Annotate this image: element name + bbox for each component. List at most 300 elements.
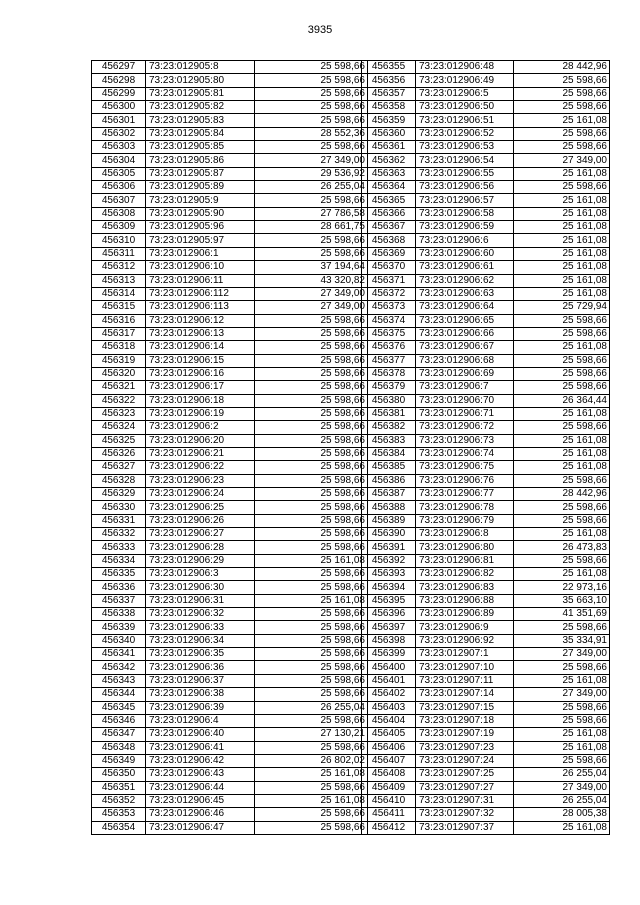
cadastral-number-cell: 73:23:012906:73 (416, 434, 514, 447)
table-row (92, 674, 368, 687)
cadastral-number-cell: 73:23:012906:21 (146, 447, 255, 460)
amount-cell: 27 786,58 (255, 207, 368, 220)
amount-cell: 25 598,66 (255, 114, 368, 127)
table-row (92, 234, 368, 247)
record-number-cell: 456395 (362, 594, 416, 607)
table-row (92, 461, 368, 474)
record-number-cell: 456394 (362, 581, 416, 594)
amount-cell: 25 161,08 (514, 434, 610, 447)
table-row (92, 381, 368, 394)
cadastral-number-cell: 73:23:012906:31 (146, 594, 255, 607)
record-number-cell: 456303 (92, 141, 146, 154)
amount-cell: 25 598,66 (255, 447, 368, 460)
amount-cell: 25 161,08 (255, 554, 368, 567)
cadastral-number-cell: 73:23:012906:16 (146, 367, 255, 380)
record-number-cell: 456331 (92, 514, 146, 527)
cadastral-number-cell: 73:23:012906:49 (416, 74, 514, 87)
table-row (362, 781, 610, 794)
table-row (92, 221, 368, 234)
record-number-cell: 456344 (92, 688, 146, 701)
record-number-cell: 456346 (92, 714, 146, 727)
table-row (92, 728, 368, 741)
amount-cell: 26 802,02 (255, 754, 368, 767)
record-number-cell: 456349 (92, 754, 146, 767)
table-row (92, 621, 368, 634)
record-number-cell: 456373 (362, 301, 416, 314)
cadastral-number-cell: 73:23:012906:42 (146, 754, 255, 767)
amount-cell: 25 161,08 (514, 261, 610, 274)
table-row (92, 114, 368, 127)
table-row (92, 421, 368, 434)
table-row (362, 741, 610, 754)
amount-cell: 25 598,66 (255, 541, 368, 554)
amount-cell: 25 598,66 (514, 141, 610, 154)
cadastral-number-cell: 73:23:012907:23 (416, 741, 514, 754)
amount-cell: 26 364,44 (514, 394, 610, 407)
record-number-cell: 456379 (362, 381, 416, 394)
amount-cell: 25 598,66 (255, 194, 368, 207)
record-number-cell: 456363 (362, 167, 416, 180)
record-number-cell: 456401 (362, 674, 416, 687)
table-row (362, 141, 610, 154)
record-number-cell: 456353 (92, 808, 146, 821)
table-row (92, 554, 368, 567)
record-number-cell: 456408 (362, 768, 416, 781)
cadastral-number-cell: 73:23:012906:58 (416, 207, 514, 220)
table-row (362, 581, 610, 594)
record-number-cell: 456412 (362, 821, 416, 834)
record-number-cell: 456350 (92, 768, 146, 781)
amount-cell: 25 161,08 (514, 247, 610, 260)
record-number-cell: 456386 (362, 474, 416, 487)
cadastral-number-cell: 73:23:012905:87 (146, 167, 255, 180)
amount-cell: 27 349,00 (514, 154, 610, 167)
table-row (362, 247, 610, 260)
amount-cell: 25 598,66 (255, 688, 368, 701)
record-number-cell: 456356 (362, 74, 416, 87)
amount-cell: 25 598,66 (255, 648, 368, 661)
amount-cell: 22 973,16 (514, 581, 610, 594)
table-row (92, 434, 368, 447)
cadastral-number-cell: 73:23:012905:80 (146, 74, 255, 87)
cadastral-number-cell: 73:23:012906:33 (146, 621, 255, 634)
cadastral-number-cell: 73:23:012907:15 (416, 701, 514, 714)
table-row (92, 701, 368, 714)
record-number-cell: 456355 (362, 61, 416, 74)
amount-cell: 25 598,66 (255, 61, 368, 74)
table-row (362, 768, 610, 781)
amount-cell: 25 161,08 (255, 768, 368, 781)
table-row (362, 808, 610, 821)
table-row (92, 141, 368, 154)
cadastral-number-cell: 73:23:012906:29 (146, 554, 255, 567)
amount-cell: 28 442,96 (514, 488, 610, 501)
table-row (92, 634, 368, 647)
record-number-cell: 456326 (92, 447, 146, 460)
table-row (92, 274, 368, 287)
table-row (362, 301, 610, 314)
table-row (362, 114, 610, 127)
cadastral-number-cell: 73:23:012906:3 (146, 568, 255, 581)
record-number-cell: 456399 (362, 648, 416, 661)
table-row (362, 421, 610, 434)
record-number-cell: 456304 (92, 154, 146, 167)
data-table-right (361, 60, 610, 835)
amount-cell: 25 598,66 (255, 354, 368, 367)
cadastral-number-cell: 73:23:012906:55 (416, 167, 514, 180)
table-row (362, 314, 610, 327)
cadastral-number-cell: 73:23:012906:43 (146, 768, 255, 781)
amount-cell: 25 598,66 (514, 714, 610, 727)
record-number-cell: 456322 (92, 394, 146, 407)
record-number-cell: 456335 (92, 568, 146, 581)
table-row (362, 61, 610, 74)
cadastral-number-cell: 73:23:012906:82 (416, 568, 514, 581)
record-number-cell: 456339 (92, 621, 146, 634)
cadastral-number-cell: 73:23:012906:113 (146, 301, 255, 314)
table-row (92, 394, 368, 407)
record-number-cell: 456342 (92, 661, 146, 674)
record-number-cell: 456352 (92, 794, 146, 807)
cadastral-number-cell: 73:23:012906:88 (416, 594, 514, 607)
table-row (362, 234, 610, 247)
amount-cell: 25 598,66 (514, 701, 610, 714)
cadastral-number-cell: 73:23:012907:1 (416, 648, 514, 661)
cadastral-number-cell: 73:23:012906:39 (146, 701, 255, 714)
amount-cell: 25 598,66 (255, 421, 368, 434)
amount-cell: 26 473,83 (514, 541, 610, 554)
amount-cell: 25 598,66 (514, 421, 610, 434)
record-number-cell: 456343 (92, 674, 146, 687)
amount-cell: 25 161,08 (514, 741, 610, 754)
amount-cell: 25 598,66 (514, 474, 610, 487)
amount-cell: 25 161,08 (255, 794, 368, 807)
amount-cell: 25 598,66 (255, 608, 368, 621)
record-number-cell: 456359 (362, 114, 416, 127)
table-row (92, 407, 368, 420)
cadastral-number-cell: 73:23:012907:24 (416, 754, 514, 767)
amount-cell: 25 598,66 (514, 74, 610, 87)
record-number-cell: 456319 (92, 354, 146, 367)
cadastral-number-cell: 73:23:012906:5 (416, 87, 514, 100)
table-row (92, 528, 368, 541)
table-row (92, 568, 368, 581)
table-row (92, 194, 368, 207)
cadastral-number-cell: 73:23:012906:66 (416, 327, 514, 340)
amount-cell: 25 161,08 (514, 274, 610, 287)
record-number-cell: 456302 (92, 127, 146, 140)
cadastral-number-cell: 73:23:012906:12 (146, 314, 255, 327)
amount-cell: 25 161,08 (514, 528, 610, 541)
record-number-cell: 456378 (362, 367, 416, 380)
record-number-cell: 456308 (92, 207, 146, 220)
record-number-cell: 456328 (92, 474, 146, 487)
cadastral-number-cell: 73:23:012906:83 (416, 581, 514, 594)
table-row (92, 61, 368, 74)
amount-cell: 25 598,66 (255, 341, 368, 354)
amount-cell: 25 598,66 (255, 501, 368, 514)
table-row (362, 194, 610, 207)
amount-cell: 25 598,66 (255, 714, 368, 727)
cadastral-number-cell: 73:23:012906:63 (416, 287, 514, 300)
table-row (92, 488, 368, 501)
record-number-cell: 456376 (362, 341, 416, 354)
cadastral-number-cell: 73:23:012906:54 (416, 154, 514, 167)
record-number-cell: 456362 (362, 154, 416, 167)
record-number-cell: 456368 (362, 234, 416, 247)
cadastral-number-cell: 73:23:012905:82 (146, 101, 255, 114)
record-number-cell: 456340 (92, 634, 146, 647)
record-number-cell: 456383 (362, 434, 416, 447)
table-row (92, 594, 368, 607)
record-number-cell: 456347 (92, 728, 146, 741)
table-row (92, 167, 368, 180)
amount-cell: 25 598,66 (255, 741, 368, 754)
record-number-cell: 456377 (362, 354, 416, 367)
record-number-cell: 456403 (362, 701, 416, 714)
cadastral-number-cell: 73:23:012906:57 (416, 194, 514, 207)
table-row (362, 434, 610, 447)
amount-cell: 27 349,00 (514, 648, 610, 661)
table-row (362, 501, 610, 514)
table-row (92, 741, 368, 754)
record-number-cell: 456324 (92, 421, 146, 434)
cadastral-number-cell: 73:23:012906:27 (146, 528, 255, 541)
amount-cell: 25 598,66 (255, 488, 368, 501)
table-row (362, 754, 610, 767)
cadastral-number-cell: 73:23:012906:28 (146, 541, 255, 554)
cadastral-number-cell: 73:23:012906:80 (416, 541, 514, 554)
cadastral-number-cell: 73:23:012906:1 (146, 247, 255, 260)
table-row (92, 514, 368, 527)
cadastral-number-cell: 73:23:012906:30 (146, 581, 255, 594)
record-number-cell: 456312 (92, 261, 146, 274)
amount-cell: 25 729,94 (514, 301, 610, 314)
amount-cell: 25 598,66 (255, 581, 368, 594)
table-row (362, 488, 610, 501)
amount-cell: 25 598,66 (255, 514, 368, 527)
cadastral-number-cell: 73:23:012906:61 (416, 261, 514, 274)
record-number-cell: 456300 (92, 101, 146, 114)
amount-cell: 28 661,75 (255, 221, 368, 234)
table-row (362, 728, 610, 741)
cadastral-number-cell: 73:23:012906:78 (416, 501, 514, 514)
table-row (92, 821, 368, 834)
amount-cell: 25 598,66 (514, 554, 610, 567)
table-row (362, 674, 610, 687)
amount-cell: 25 161,08 (514, 207, 610, 220)
amount-cell: 25 598,66 (255, 674, 368, 687)
cadastral-number-cell: 73:23:012906:77 (416, 488, 514, 501)
cadastral-number-cell: 73:23:012906:48 (416, 61, 514, 74)
amount-cell: 25 598,66 (255, 821, 368, 834)
record-number-cell: 456407 (362, 754, 416, 767)
record-number-cell: 456329 (92, 488, 146, 501)
record-number-cell: 456387 (362, 488, 416, 501)
table-row (92, 781, 368, 794)
amount-cell: 35 663,10 (514, 594, 610, 607)
cadastral-number-cell: 73:23:012906:34 (146, 634, 255, 647)
table-row (92, 714, 368, 727)
amount-cell: 25 161,08 (255, 594, 368, 607)
table-row (362, 354, 610, 367)
record-number-cell: 456369 (362, 247, 416, 260)
table-row (92, 87, 368, 100)
table-row (92, 247, 368, 260)
record-number-cell: 456351 (92, 781, 146, 794)
cadastral-number-cell: 73:23:012906:44 (146, 781, 255, 794)
table-row (362, 287, 610, 300)
table-row (362, 207, 610, 220)
cadastral-number-cell: 73:23:012906:18 (146, 394, 255, 407)
record-number-cell: 456316 (92, 314, 146, 327)
record-number-cell: 456384 (362, 447, 416, 460)
cadastral-number-cell: 73:23:012906:45 (146, 794, 255, 807)
record-number-cell: 456411 (362, 808, 416, 821)
record-number-cell: 456390 (362, 528, 416, 541)
table-row (92, 661, 368, 674)
amount-cell: 25 161,08 (514, 447, 610, 460)
cadastral-number-cell: 73:23:012906:24 (146, 488, 255, 501)
table-row (92, 754, 368, 767)
amount-cell: 26 255,04 (514, 794, 610, 807)
cadastral-number-cell: 73:23:012906:79 (416, 514, 514, 527)
record-number-cell: 456375 (362, 327, 416, 340)
table-row (362, 327, 610, 340)
record-number-cell: 456365 (362, 194, 416, 207)
amount-cell: 25 598,66 (255, 101, 368, 114)
record-number-cell: 456361 (362, 141, 416, 154)
table-row (362, 714, 610, 727)
record-number-cell: 456406 (362, 741, 416, 754)
cadastral-number-cell: 73:23:012906:89 (416, 608, 514, 621)
amount-cell: 25 598,66 (255, 87, 368, 100)
record-number-cell: 456385 (362, 461, 416, 474)
cadastral-number-cell: 73:23:012906:76 (416, 474, 514, 487)
cadastral-number-cell: 73:23:012905:83 (146, 114, 255, 127)
cadastral-number-cell: 73:23:012906:19 (146, 407, 255, 420)
cadastral-number-cell: 73:23:012906:68 (416, 354, 514, 367)
amount-cell: 25 598,66 (255, 781, 368, 794)
cadastral-number-cell: 73:23:012906:75 (416, 461, 514, 474)
record-number-cell: 456317 (92, 327, 146, 340)
amount-cell: 25 598,66 (255, 367, 368, 380)
amount-cell: 25 598,66 (514, 661, 610, 674)
record-number-cell: 456311 (92, 247, 146, 260)
amount-cell: 25 598,66 (255, 327, 368, 340)
table-row (362, 688, 610, 701)
cadastral-number-cell: 73:23:012907:14 (416, 688, 514, 701)
record-number-cell: 456391 (362, 541, 416, 554)
cadastral-number-cell: 73:23:012905:81 (146, 87, 255, 100)
cadastral-number-cell: 73:23:012905:84 (146, 127, 255, 140)
table-row (92, 648, 368, 661)
table-row (362, 74, 610, 87)
amount-cell: 25 598,66 (514, 354, 610, 367)
record-number-cell: 456345 (92, 701, 146, 714)
amount-cell: 25 598,66 (255, 528, 368, 541)
table-row (362, 407, 610, 420)
table-row (362, 394, 610, 407)
table-row (362, 474, 610, 487)
table-row (362, 274, 610, 287)
table-row (362, 634, 610, 647)
amount-cell: 26 255,04 (514, 768, 610, 781)
cadastral-number-cell: 73:23:012906:11 (146, 274, 255, 287)
table-row (92, 608, 368, 621)
record-number-cell: 456313 (92, 274, 146, 287)
record-number-cell: 456325 (92, 434, 146, 447)
amount-cell: 25 598,66 (514, 501, 610, 514)
record-number-cell: 456372 (362, 287, 416, 300)
table-row (362, 608, 610, 621)
record-number-cell: 456315 (92, 301, 146, 314)
amount-cell: 25 598,66 (514, 101, 610, 114)
cadastral-number-cell: 73:23:012906:47 (146, 821, 255, 834)
cadastral-number-cell: 73:23:012905:9 (146, 194, 255, 207)
cadastral-number-cell: 73:23:012906:71 (416, 407, 514, 420)
cadastral-number-cell: 73:23:012905:86 (146, 154, 255, 167)
table-row (92, 367, 368, 380)
amount-cell: 27 349,00 (514, 781, 610, 794)
table-row (92, 581, 368, 594)
record-number-cell: 456338 (92, 608, 146, 621)
table-row (362, 594, 610, 607)
cadastral-number-cell: 73:23:012907:11 (416, 674, 514, 687)
table-row (362, 554, 610, 567)
cadastral-number-cell: 73:23:012906:15 (146, 354, 255, 367)
amount-cell: 25 598,66 (514, 314, 610, 327)
record-number-cell: 456380 (362, 394, 416, 407)
cadastral-number-cell: 73:23:012906:13 (146, 327, 255, 340)
record-number-cell: 456382 (362, 421, 416, 434)
table-row (92, 261, 368, 274)
amount-cell: 25 598,66 (514, 127, 610, 140)
record-number-cell: 456393 (362, 568, 416, 581)
cadastral-number-cell: 73:23:012906:10 (146, 261, 255, 274)
cadastral-number-cell: 73:23:012906:32 (146, 608, 255, 621)
cadastral-number-cell: 73:23:012906:2 (146, 421, 255, 434)
cadastral-number-cell: 73:23:012906:81 (416, 554, 514, 567)
cadastral-number-cell: 73:23:012906:17 (146, 381, 255, 394)
table-row (362, 621, 610, 634)
amount-cell: 25 161,08 (514, 674, 610, 687)
record-number-cell: 456348 (92, 741, 146, 754)
record-number-cell: 456392 (362, 554, 416, 567)
amount-cell: 27 349,00 (255, 287, 368, 300)
amount-cell: 25 598,66 (255, 234, 368, 247)
record-number-cell: 456333 (92, 541, 146, 554)
cadastral-number-cell: 73:23:012906:7 (416, 381, 514, 394)
amount-cell: 25 598,66 (255, 568, 368, 581)
record-number-cell: 456397 (362, 621, 416, 634)
amount-cell: 25 598,66 (514, 367, 610, 380)
table-row (92, 207, 368, 220)
record-number-cell: 456334 (92, 554, 146, 567)
record-number-cell: 456388 (362, 501, 416, 514)
cadastral-number-cell: 73:23:012905:97 (146, 234, 255, 247)
cadastral-number-cell: 73:23:012906:112 (146, 287, 255, 300)
cadastral-number-cell: 73:23:012905:89 (146, 181, 255, 194)
amount-cell: 28 005,38 (514, 808, 610, 821)
amount-cell: 25 598,66 (255, 434, 368, 447)
record-number-cell: 456367 (362, 221, 416, 234)
cadastral-number-cell: 73:23:012906:8 (416, 528, 514, 541)
cadastral-number-cell: 73:23:012906:9 (416, 621, 514, 634)
cadastral-number-cell: 73:23:012906:70 (416, 394, 514, 407)
cadastral-number-cell: 73:23:012905:85 (146, 141, 255, 154)
cadastral-number-cell: 73:23:012906:72 (416, 421, 514, 434)
